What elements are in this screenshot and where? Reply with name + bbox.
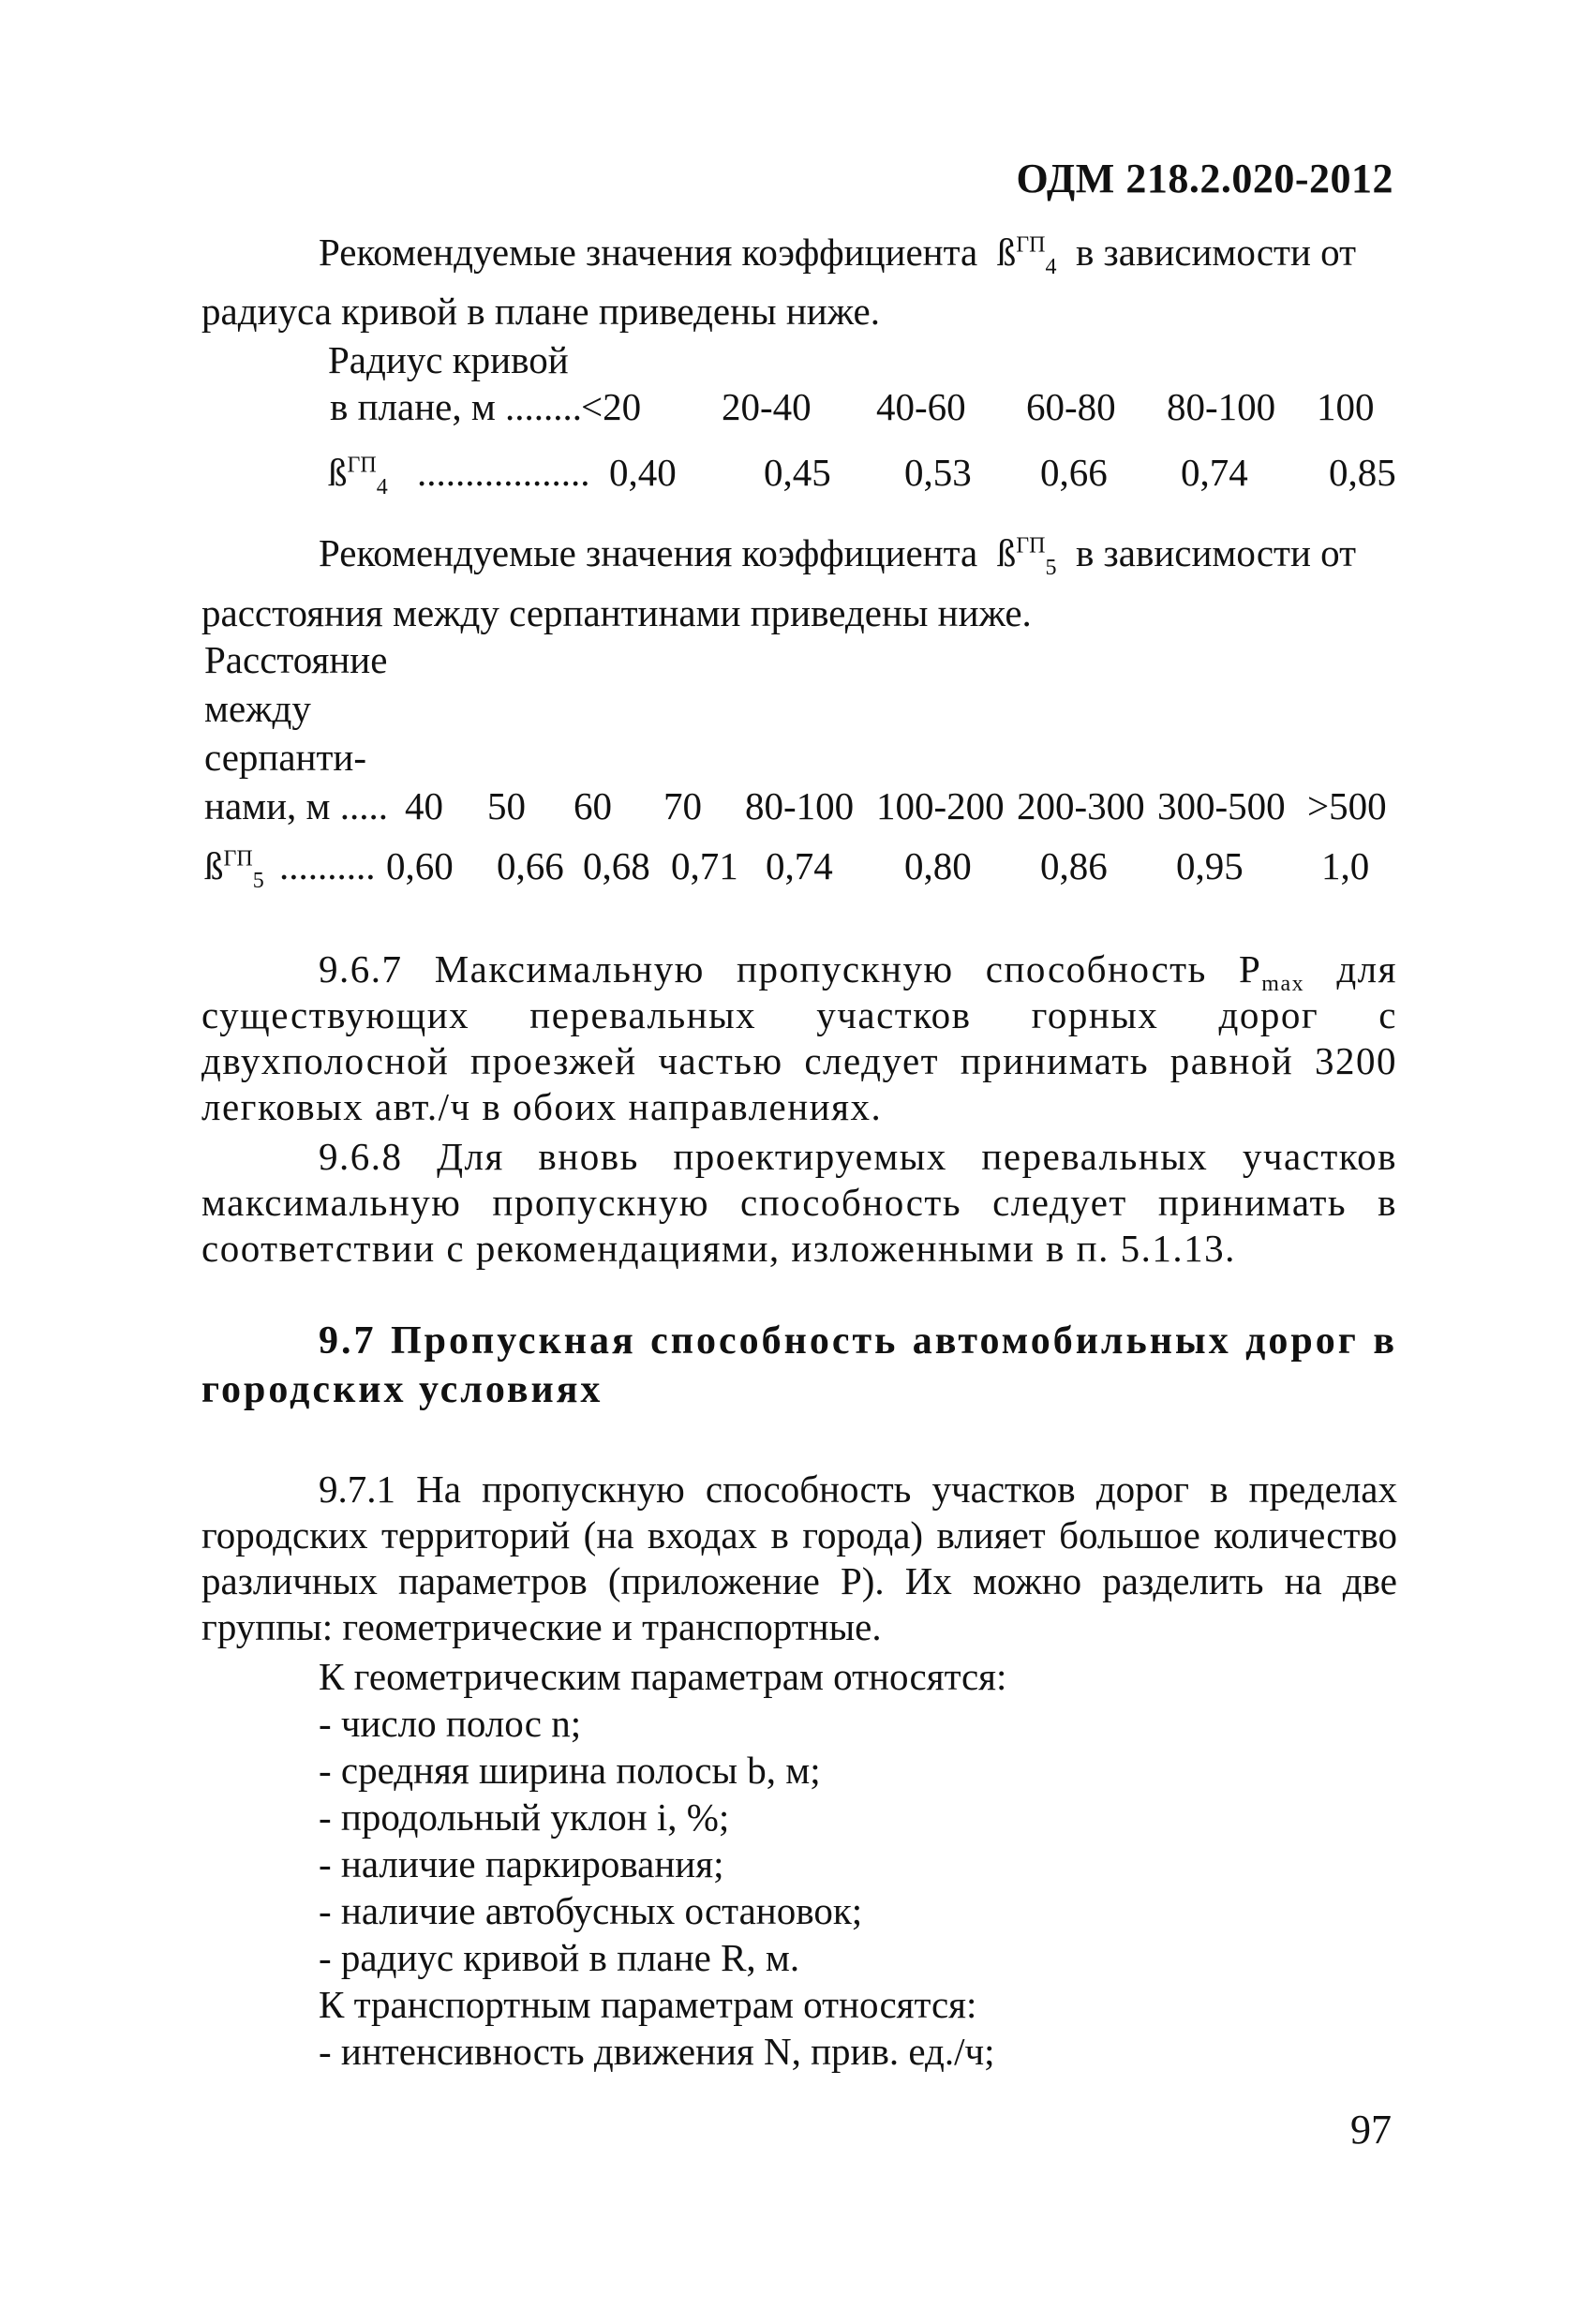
distance-row — [0, 783, 1594, 829]
beta5-value: 0,68 — [583, 844, 650, 887]
beta5-intro-tail: в зависимости от — [1075, 531, 1357, 574]
beta5-value: 0,86 — [1040, 844, 1108, 887]
beta5-value: 1,0 — [1321, 844, 1370, 887]
list-item: - число полос n; — [319, 1702, 582, 1745]
beta4-value: 0,53 — [904, 451, 972, 494]
paragraph-9-6-7: 9.6.7 Максимальную пропускную способность $P_{max}$ для существующих перевальных участков горных дорог с двухполосной проезжей частью следует принимать равной 3200 легковых авт./ч в обоих направлениях. — [201, 947, 1397, 1128]
list-item: - продольный уклон i, %; — [319, 1795, 730, 1839]
list-item: - интенсивность движения N, прив. ед./ч; — [319, 2030, 995, 2073]
beta4-intro — [201, 230, 1397, 280]
beta4-row-dots: .................. — [417, 451, 590, 494]
radius-value: 40-60 — [876, 385, 966, 428]
beta5-value: 0,71 — [671, 844, 738, 887]
page-number: 97 — [1350, 2107, 1392, 2153]
distance-value: 70 — [663, 784, 702, 827]
beta4-intro-text: Рекомендуемые значения коэффициента — [319, 231, 978, 274]
distance-value: 60 — [574, 784, 612, 827]
list-item: - наличие автобусных остановок; — [319, 1889, 863, 1932]
beta4-value: 0,45 — [764, 451, 831, 494]
radius-value: 80-100 — [1167, 385, 1276, 428]
radius-label-2: в плане, м ........ — [330, 385, 583, 428]
beta5-value: 0,66 — [497, 844, 564, 887]
beta5-value: 0,74 — [766, 844, 833, 887]
distance-value: 300-500 — [1157, 784, 1286, 827]
beta5-intro-line2: расстояния между серпантинами приведены ниже. — [201, 591, 1032, 634]
radius-value: 100 — [1317, 385, 1375, 428]
list-item: - средняя ширина полосы b, м; — [319, 1749, 821, 1792]
distance-value: >500 — [1307, 784, 1387, 827]
radius-value: 60-80 — [1026, 385, 1116, 428]
beta4-row-symbol: $ß^{ГП}_4$ — [328, 451, 388, 500]
beta4-intro-line2: радиуса кривой в плане приведены ниже. — [201, 290, 880, 333]
geometric-params-title: К геометрическим параметрам относятся: — [319, 1655, 1007, 1698]
radius-label-1: Радиус кривой — [328, 338, 569, 381]
radius-value: <20 — [581, 385, 642, 428]
distance-label-line: серпанти- — [204, 736, 366, 779]
beta5-intro — [201, 530, 1397, 581]
distance-value: 200-300 — [1017, 784, 1145, 827]
beta5-value: 0,60 — [386, 844, 454, 887]
radius-row — [0, 384, 1594, 430]
distance-label-line: между — [204, 687, 311, 730]
distance-value: 50 — [487, 784, 526, 827]
distance-value: 100-200 — [876, 784, 1005, 827]
transport-params-title: К транспортным параметрам относятся: — [319, 1983, 977, 2026]
list-item: - радиус кривой в плане R, м. — [319, 1936, 800, 1979]
paragraph-9-7-1: 9.7.1 На пропускную способность участков дорог в пределах городских территорий (на входах в города) влияет большое количество различных параметров (приложение Р). Их можно разделить на две группы: геометрические и транспортные. — [201, 1467, 1397, 1648]
beta4-intro-tail: в зависимости от — [1075, 231, 1357, 274]
section-heading-9-7: 9.7 Пропускная способность автомобильных дорог в городских условиях — [201, 1319, 1397, 1411]
distance-value: 40 — [405, 784, 443, 827]
beta5-symbol: $ß^{ГП}_5$ — [996, 531, 1057, 581]
document-code: ОДМ 218.2.020-2012 — [1016, 156, 1393, 201]
beta4-value: 0,74 — [1181, 451, 1248, 494]
paragraph-9-6-8: 9.6.8 Для вновь проектируемых перевальных участков максимальную пропускную способность следует принимать в соответствии с рекомендациями, изложенными в п. 5.1.13. — [201, 1135, 1397, 1270]
beta4-value: 0,40 — [609, 451, 677, 494]
radius-value: 20-40 — [722, 385, 812, 428]
distance-row-label: нами, м ..... — [204, 784, 388, 827]
distance-label-line: Расстояние — [204, 638, 388, 681]
distance-value: 80-100 — [745, 784, 855, 827]
beta5-intro-text: Рекомендуемые значения коэффициента — [319, 531, 978, 574]
beta4-value: 0,66 — [1040, 451, 1108, 494]
beta4-symbol: $ß^{ГП}_4$ — [996, 231, 1057, 280]
beta5-value: 0,95 — [1176, 844, 1244, 887]
beta4-value: 0,85 — [1329, 451, 1396, 494]
beta5-row-dots: .......... — [279, 844, 376, 887]
beta4-row — [0, 450, 1594, 500]
beta5-row-symbol: $ß^{ГП}_5$ — [204, 844, 264, 894]
beta5-value: 0,80 — [904, 844, 972, 887]
beta5-row — [0, 843, 1594, 894]
list-item: - наличие паркирования; — [319, 1842, 724, 1885]
